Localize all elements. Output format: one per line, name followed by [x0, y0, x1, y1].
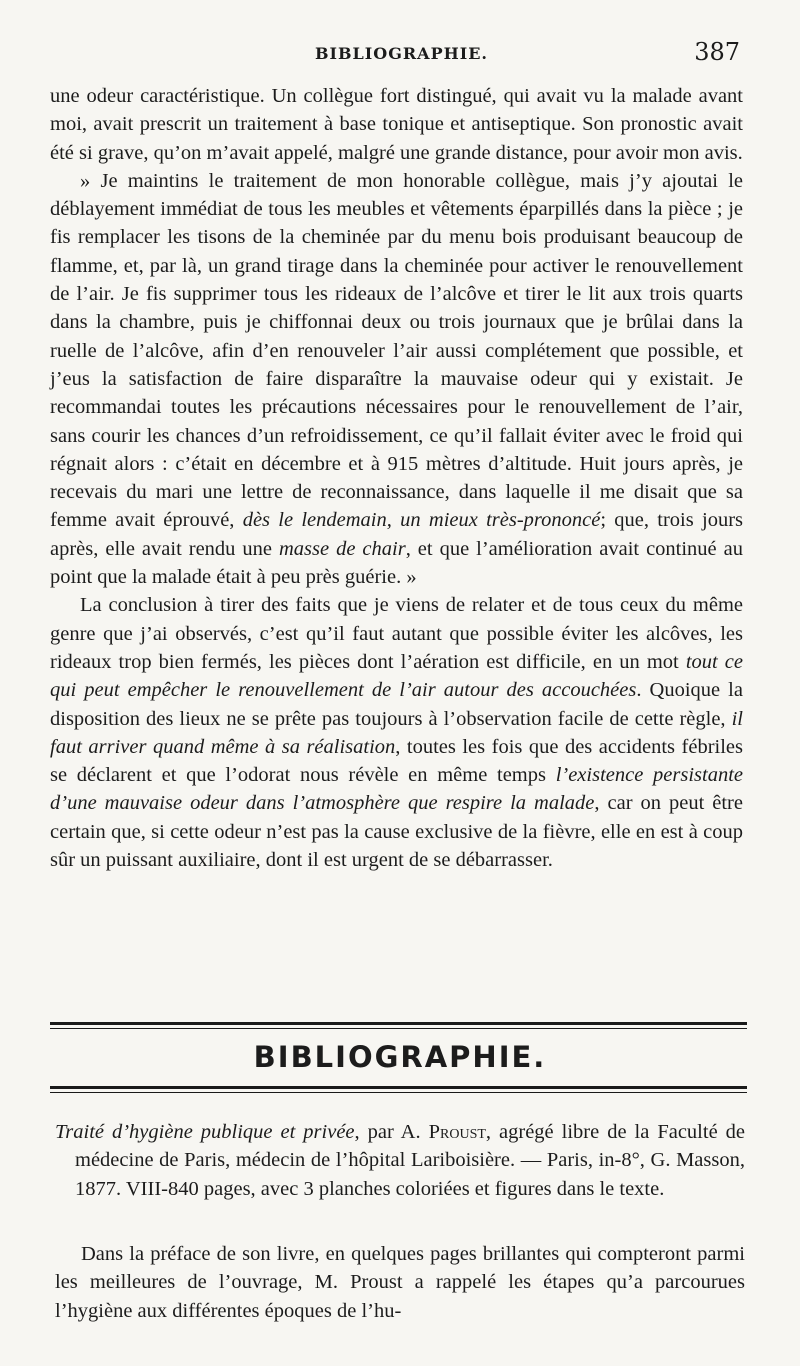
- book-title: Traité d’hygiène publique et privée: [55, 1121, 355, 1143]
- citation-details: , agrégé libre de la Faculté de médecine de Paris, médecin de l’hôpital Lariboisière. — Paris, in-8°, G. Masson, 1877. VIII-840 pages, avec 3 planches coloriées et figures dans le texte.: [75, 1121, 746, 1200]
- article-body: [50, 82, 743, 874]
- paragraph-3: [50, 591, 743, 874]
- paragraph-2-italic-1: dès le lendemain, un mieux très-prononcé: [242, 509, 601, 532]
- rule-thick: [50, 1086, 747, 1089]
- paragraph-2-text-b: ; que, trois jours après, elle avait rendu une: [50, 509, 743, 560]
- paragraph-3-text-d: , car on peut être certain que, si cette odeur n’est pas la cause exclusive de la fièvre, elle en est à coup sûr un puissant auxiliaire, dont il est urgent de se débarrasser.: [50, 792, 743, 872]
- book-author: Proust: [428, 1121, 486, 1143]
- paragraph-3-text-c: , toutes les fois que des accidents fébriles se déclarent et que l’odorat nous révèle en même temps: [50, 735, 743, 787]
- paragraph-2-italic-2: masse de chair: [278, 537, 406, 560]
- paragraph-2: [50, 167, 743, 591]
- paragraph-3-italic-1: tout ce qui peut empêcher le renouvellement de l’air autour des accouchées: [50, 650, 743, 702]
- paragraph-1: une odeur caractéristique. Un collègue fort distingué, qui avait vu la malade avant moi, avait prescrit un traitement à base tonique et antiseptique. Son pronostic avait été si grave, qu’on m’avait appelé, malgré une grande distance, pour avoir mon avis.: [50, 85, 743, 164]
- section-rule-top: [50, 1022, 747, 1029]
- paragraph-2-text-a: » Je maintins le traitement de mon honorable collègue, mais j’y ajoutai le déblayement immédiat de tous les meubles et vêtements éparpillés dans la pièce ; je fis remplacer les tisons de la cheminée par du menu bois produisant beaucoup de flamme, et, par là, un grand tirage dans la cheminée pour activer le renouvellement de l’air. Je fis supprimer tous les rideaux de l’alcôve et tirer le lit aux trois quarts dans la chambre, puis je chiffonnai deux ou trois journaux que je brûlai dans la ruelle de l’alcôve, afin d’en renouveler l’air aussi complétement que possible, et j’eus la satisfaction de faire disparaître la mauvaise odeur qui y existait. Je recommandai toutes les précautions nécessaires pour le renouvellement de l’air, sans courir les chances d’un refroidissement, ce qu’il fallait éviter avec le froid qui régnait alors : c’était en décembre et à 915 mètres d’altitude. Huit jours après, je recevais du mari une lettre de reconnaissance, dans laquelle il me disait que sa femme avait éprouvé,: [50, 169, 743, 532]
- paragraph-3-text-b: . Quoique la disposition des lieux ne se prête pas toujours à l’observation facile de cette règle,: [50, 679, 743, 730]
- rule-thin: [50, 1092, 747, 1093]
- rule-thin: [50, 1028, 747, 1029]
- page-number: 387: [694, 38, 740, 66]
- paragraph-3-italic-2: il faut arriver quand même à sa réalisation: [50, 707, 743, 758]
- paragraph-2-text-c: , et que l’amélioration avait continué au point que la malade était à peu près guérie. »: [50, 537, 743, 589]
- paragraph-3-italic-3: l’existence persistante d’une mauvaise odeur dans l’atmosphère que respire la malade: [50, 764, 743, 815]
- review-paragraph: Dans la préface de son livre, en quelques pages brillantes qui compteront parmi les meilleures de l’ouvrage, M. Proust a rappelé les étapes qu’a parcourues l’hygiène aux différentes époques de l’hu-: [55, 1243, 745, 1322]
- bibliography-entry: [55, 1118, 745, 1203]
- bibliography-citation: [55, 1118, 745, 1203]
- section-heading: BIBLIOGRAPHIE.: [253, 1040, 547, 1074]
- running-title: BIBLIOGRAPHIE.: [315, 44, 488, 63]
- citation-by: , par A.: [354, 1121, 429, 1143]
- paragraph-3-text-a: La conclusion à tirer des faits que je viens de relater et de tous ceux du même genre que j’ai observés, c’est qu’il faut autant que possible éviter les alcôves, les rideaux trop bien fermés, les pièces dont l’aération est difficile, en un mot: [50, 594, 743, 673]
- review-text: [55, 1240, 745, 1325]
- running-head: [50, 36, 750, 66]
- section-rule-bottom: [50, 1086, 747, 1093]
- rule-thick: [50, 1022, 747, 1025]
